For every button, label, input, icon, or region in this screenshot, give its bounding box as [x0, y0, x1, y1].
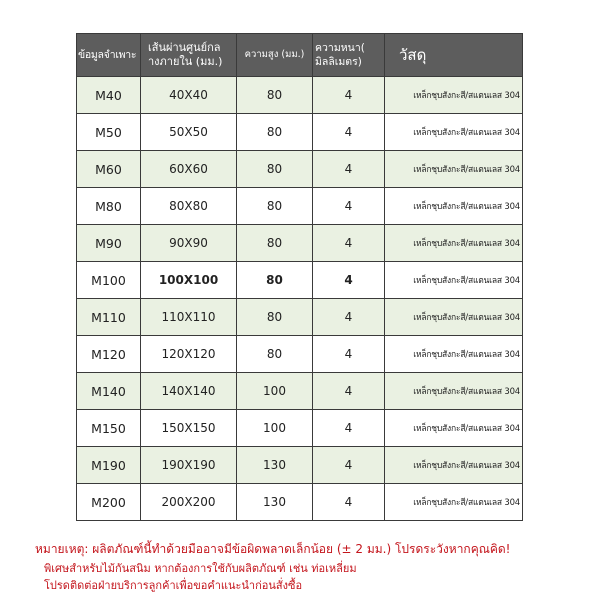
cell-size: 80X80	[141, 188, 237, 225]
table-row	[77, 151, 523, 188]
header-inner-diameter-line2: างภายใน (มม.)	[148, 55, 223, 68]
table-row	[77, 447, 523, 484]
cell-height: 80	[237, 225, 313, 262]
header-spec: ข้อมูลจำเพาะ	[77, 34, 141, 77]
cell-material: เหล็กชุบสังกะสี/สแตนเลส 304	[385, 151, 523, 188]
cell-height: 80	[237, 336, 313, 373]
cell-material: เหล็กชุบสังกะสี/สแตนเลส 304	[385, 225, 523, 262]
cell-model: M140	[77, 373, 141, 410]
cell-height: 80	[237, 151, 313, 188]
note-line-2: พิเศษสำหรับไม้กันสนิม หากต้องการใช้กับผลิตภัณฑ์ เช่น ท่อเหลี่ยม	[44, 562, 357, 575]
cell-material: เหล็กชุบสังกะสี/สแตนเลส 304	[385, 262, 523, 299]
table-row	[77, 114, 523, 151]
table-row	[77, 262, 523, 299]
header-material: วัสดุ	[385, 34, 523, 77]
table-row	[77, 484, 523, 521]
cell-thickness: 4	[313, 484, 385, 521]
table-row	[77, 299, 523, 336]
cell-height: 130	[237, 484, 313, 521]
header-thickness	[313, 34, 385, 77]
table-header-row	[77, 34, 523, 77]
cell-material: เหล็กชุบสังกะสี/สแตนเลส 304	[385, 484, 523, 521]
header-height: ความสูง (มม.)	[237, 34, 313, 77]
cell-size: 90X90	[141, 225, 237, 262]
table-row	[77, 410, 523, 447]
cell-height: 80	[237, 188, 313, 225]
table-row	[77, 373, 523, 410]
cell-model: M200	[77, 484, 141, 521]
cell-size: 100X100	[141, 262, 237, 299]
cell-material: เหล็กชุบสังกะสี/สแตนเลส 304	[385, 299, 523, 336]
cell-height: 80	[237, 77, 313, 114]
note-line-3: โปรดติดต่อฝ่ายบริการลูกค้าเพื่อขอคำแนะนำก่อนสั่งซื้อ	[44, 579, 303, 592]
cell-model: M60	[77, 151, 141, 188]
cell-size: 140X140	[141, 373, 237, 410]
cell-material: เหล็กชุบสังกะสี/สแตนเลส 304	[385, 336, 523, 373]
cell-size: 120X120	[141, 336, 237, 373]
cell-model: M90	[77, 225, 141, 262]
cell-thickness: 4	[313, 188, 385, 225]
cell-thickness: 4	[313, 77, 385, 114]
cell-model: M120	[77, 336, 141, 373]
cell-material: เหล็กชุบสังกะสี/สแตนเลส 304	[385, 410, 523, 447]
table-row	[77, 225, 523, 262]
cell-model: M40	[77, 77, 141, 114]
header-thickness-line1: ความหนา(	[315, 42, 365, 54]
cell-thickness: 4	[313, 299, 385, 336]
cell-size: 150X150	[141, 410, 237, 447]
note-line-1: หมายเหตุ: ผลิตภัณฑ์นี้ทำด้วยมืออาจมีข้อผิดพลาดเล็กน้อย (± 2 มม.) โปรดระวังหากคุณคิด!	[35, 542, 511, 556]
cell-height: 80	[237, 299, 313, 336]
cell-thickness: 4	[313, 373, 385, 410]
cell-material: เหล็กชุบสังกะสี/สแตนเลส 304	[385, 188, 523, 225]
header-inner-diameter	[141, 34, 237, 77]
cell-size: 190X190	[141, 447, 237, 484]
cell-model: M190	[77, 447, 141, 484]
cell-height: 80	[237, 114, 313, 151]
spec-table	[76, 33, 523, 521]
cell-thickness: 4	[313, 262, 385, 299]
cell-height: 130	[237, 447, 313, 484]
cell-height: 80	[237, 262, 313, 299]
cell-model: M100	[77, 262, 141, 299]
cell-thickness: 4	[313, 114, 385, 151]
table-body	[77, 77, 523, 521]
cell-model: M150	[77, 410, 141, 447]
cell-size: 50X50	[141, 114, 237, 151]
cell-size: 200X200	[141, 484, 237, 521]
cell-model: M110	[77, 299, 141, 336]
cell-thickness: 4	[313, 447, 385, 484]
cell-size: 110X110	[141, 299, 237, 336]
cell-material: เหล็กชุบสังกะสี/สแตนเลส 304	[385, 373, 523, 410]
table-row	[77, 77, 523, 114]
cell-material: เหล็กชุบสังกะสี/สแตนเลส 304	[385, 447, 523, 484]
cell-model: M50	[77, 114, 141, 151]
cell-material: เหล็กชุบสังกะสี/สแตนเลส 304	[385, 114, 523, 151]
header-inner-diameter-line1: เส้นผ่านศูนย์กล	[148, 41, 221, 54]
table-row	[77, 336, 523, 373]
cell-thickness: 4	[313, 410, 385, 447]
cell-material: เหล็กชุบสังกะสี/สแตนเลส 304	[385, 77, 523, 114]
cell-thickness: 4	[313, 225, 385, 262]
cell-model: M80	[77, 188, 141, 225]
cell-size: 40X40	[141, 77, 237, 114]
cell-size: 60X60	[141, 151, 237, 188]
cell-height: 100	[237, 410, 313, 447]
table-row	[77, 188, 523, 225]
header-thickness-line2: มิลลิเมตร)	[315, 56, 362, 68]
cell-height: 100	[237, 373, 313, 410]
cell-thickness: 4	[313, 151, 385, 188]
cell-thickness: 4	[313, 336, 385, 373]
